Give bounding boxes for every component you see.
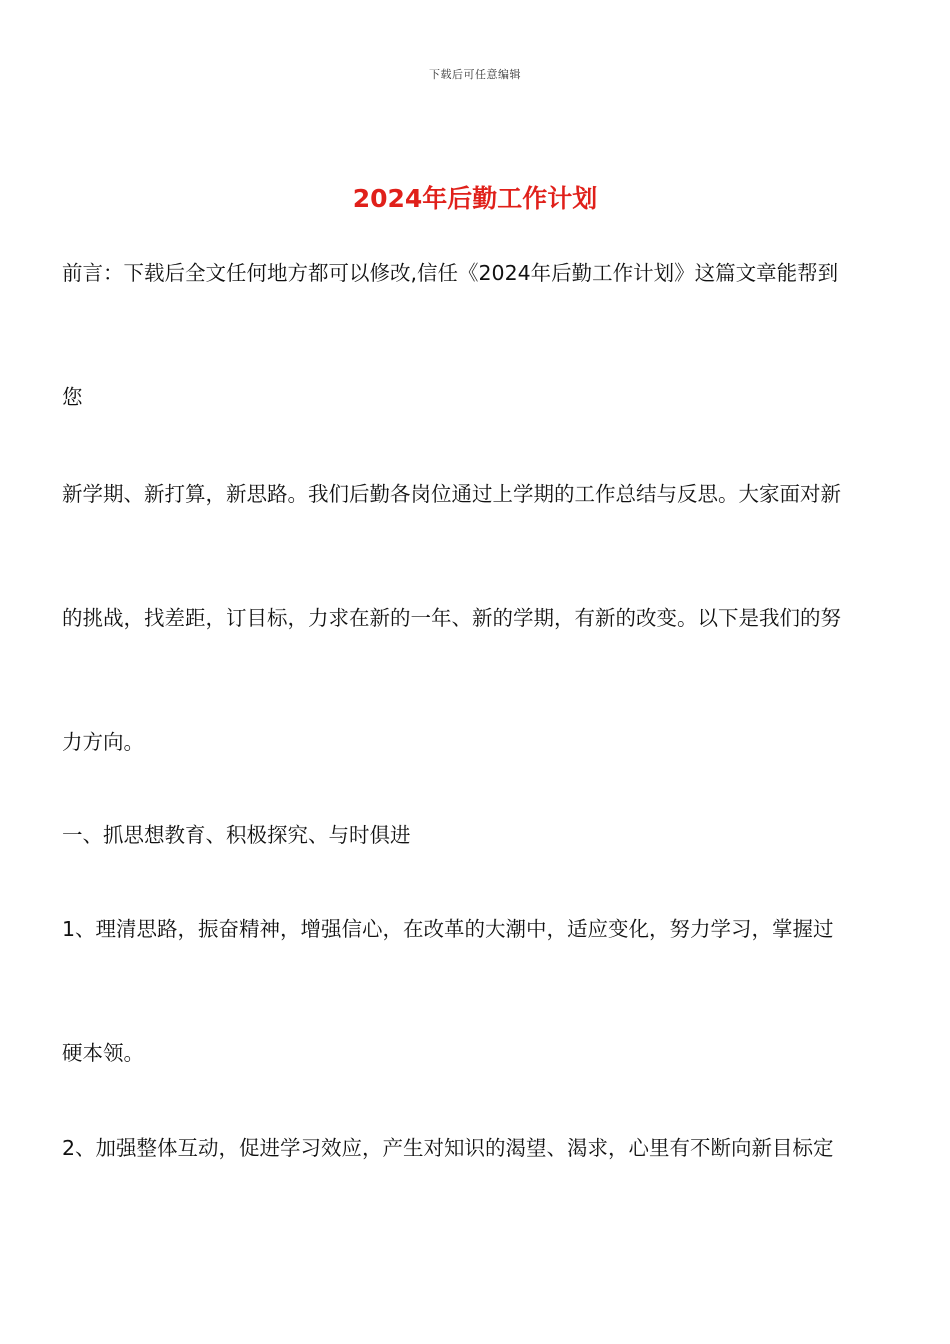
page-header-note: 下载后可任意编辑 xyxy=(429,68,521,81)
item-1-line-2: 硬本领。 xyxy=(62,1041,144,1065)
item-1-line-1: 1、理清思路，振奋精神，增强信心，在改革的大潮中，适应变化，努力学习，掌握过 xyxy=(62,917,834,941)
section-heading-1: 一、抓思想教育、积极探究、与时俱进 xyxy=(62,823,411,847)
intro-line-3: 力方向。 xyxy=(62,730,144,754)
preface-line-2: 您 xyxy=(62,385,83,409)
preface-line-1: 前言：下载后全文任何地方都可以修改,信任《2024年后勤工作计划》这篇文章能帮到 xyxy=(62,261,839,285)
intro-line-2: 的挑战，找差距，订目标，力求在新的一年、新的学期，有新的改变。以下是我们的努 xyxy=(62,606,841,630)
item-2-line-1: 2、加强整体互动，促进学习效应，产生对知识的渴望、渴求，心里有不断向新目标定 xyxy=(62,1136,834,1160)
document-title: 2024年后勤工作计划 xyxy=(352,184,598,213)
intro-line-1: 新学期、新打算，新思路。我们后勤各岗位通过上学期的工作总结与反思。大家面对新 xyxy=(62,482,841,506)
